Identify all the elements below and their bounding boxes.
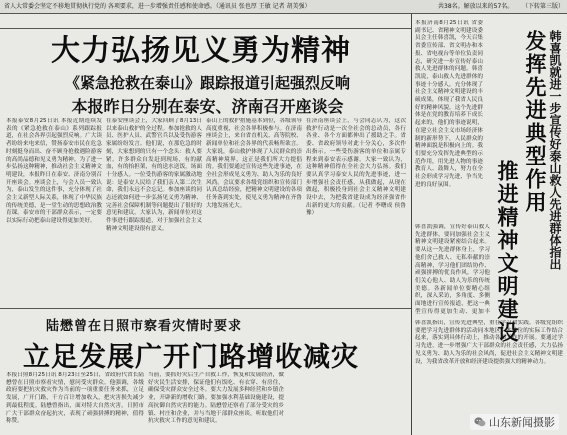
main-article-column-1 xyxy=(6,118,102,306)
main-headline: 大力弘扬见义勇为精神 xyxy=(50,33,351,67)
right-article-headline-2: 推进精神文明建设 xyxy=(495,160,520,344)
section-divider-top xyxy=(0,28,411,29)
second-article-text-1: 本报日照8月25日讯 8月23日至25日，省政府代省长陆懋曾在日照市察看灾情，慰问受灾群众。他强调，各级政府要把抗灾救灾作为当前的一项重要任务来抓，立足发展，广开门路，千方百计增加收入，把灾害损失减少到最低程度。陆懋曾指出，面对特大自然灾害，日照市广大干部群众奋起抗灾，表现了顽强拼搏的精神，值得称赞。 xyxy=(6,372,144,425)
second-article-column-1 xyxy=(6,372,144,434)
watermark xyxy=(470,414,559,430)
right-article-column-1 xyxy=(415,20,483,220)
section-divider-mid xyxy=(0,308,411,309)
main-article-text-2: 在泰安座谈会上，大家回顾了8月13日以来泰山救护的全过程。参加抢救的人员、医护人员、武警官兵以及受伤游客家属纷纷发言。他们说，在那危急的时刻，大家想到的只有一个念头：救人要紧。许多群众自发赶到现场，有的献血，有的抬担架，有的送水送饭，场面十分感人。一位受伤游客的家属激动地说：是泰安人民给了我们亲人第二次生命，我们永远不会忘记。参加座谈的同志还就如何进一步弘扬见义勇为精神、完善社会保障机制等问题提出了很好的意见和建议。大家认为，新闻单位对这件事进行跟踪报道，对于加强社会主义精神文明建设很有意义。 xyxy=(106,118,202,232)
main-article-text-4: 在济南座谈会上，与会同志认为，这次救护行动是一次全社会的总动员，各行各业、各个方面都伸出了援助之手。省委、省政府领导对此十分关心，多次作出指示。一些受伤游客的单位和亲属专程来到泰安表示感谢。大家一致认为，这种精神值得在全社会大力弘扬。我们要认真学习泰安人民的先进事迹，进一步增强社会责任感，从我做起，从现在做起，积极投身到社会主义精神文明建设中去，为把我省建设成为经济强省作出新的更大的贡献。（记者 李曙成 侯鲁豫） xyxy=(306,118,406,217)
right-article-column-3 xyxy=(415,320,563,412)
page-continuation-tag: （下转第三版） xyxy=(522,3,565,10)
right-article-text-2: 韩喜凯强调，宣传好泰山救人先进群体，要同加强社会主义精神文明建设紧密结合起来。要从这一先进群体身上，学习他们舍己救人、无私奉献的崇高精神，学习他们团结协作、顽强拼搏的优良作风，学习他们关心他人、助人为乐的传统美德。各新闻单位要精心组织，深入采访，多角度、多侧面地进行宣传报道，把这一典型宣传得更加生动、更加丰 xyxy=(415,224,490,314)
second-article-headline: 立足发展广开门路增收减灾 xyxy=(23,342,359,373)
top-strip xyxy=(0,0,567,14)
right-article-headline-1: 发挥先进典型作用 xyxy=(523,30,548,214)
right-article-kicker: 韩喜凯就进一步宣传好泰山救人先进群体指出 xyxy=(548,30,562,270)
top-strip-text: 省人大常委会坚定不移地贯彻执行党的 各项要求，进一步增强责任感和使命感。（通讯员 张也厚 王敏 记者 胡美强） xyxy=(4,3,311,10)
main-subheadline-1: 《紧急抢救在泰山》跟踪报道引起强烈反响 xyxy=(64,74,350,92)
second-article-title: 陆懋曾在日照市察看灾情时要求 xyxy=(46,319,243,334)
second-article-column-2 xyxy=(148,372,284,434)
watermark-text: 山东新闻摄影 xyxy=(489,417,555,429)
wechat-logo-icon xyxy=(474,416,486,428)
main-article-text-3: 泰山上的救护措施基本到位，各级领导高度重视，社会各界积极参与。在济南座谈会上，来自省直机关、高等院校、新闻单位和社会各界的代表畅所欲言。大家说，泰山救护体现了人民群众的崇高精神境界，这正是我们所大力提倡的。我们要通过宣传这些先进事迹，在全社会形成见义勇为、助人为乐的良好风尚。会议要求各级党组织和宣传部门认真总结经验，把精神文明建设的各项任务落到实处，使见义勇为精神在齐鲁大地发扬光大。 xyxy=(206,118,302,209)
second-article-text-2: 当前，要抓好灾后生产自救工作，恢复和发展经济，做好灾民生活安排，保证他们有饭吃、有衣穿、有房住，确保受灾群众安全过冬。要大力发展多种经营和乡镇企业，开辟新的增收门路。要加强水利基础设施建设，提高抗御自然灾害的能力。陆懋曾还察看了部分受灾的乡镇、村庄和企业，并与当地干部群众座谈，听取他们对抗灾救灾工作的意见和建议。 xyxy=(148,372,284,425)
right-article-column-2 xyxy=(415,224,490,314)
top-strip-right-text: 共38名。解放以来的57名。 xyxy=(438,3,514,10)
main-article-column-3 xyxy=(206,118,302,306)
right-article-text-3: 韩喜凯指出，宣传先进典型，重在学习和实践。各级党组织要把学习先进群体的活动同本地区、本单位的实际工作结合起来，落实到具体行动上，推动各项工作的开展。要通过学习先进，进一步增强广大干部群众的社会责任感，大力弘扬见义勇为、助人为乐的社会风尚，促进社会主义精神文明建设，为我省改革开放和经济建设提供强大的精神动力。 xyxy=(415,320,563,365)
main-article-text-1: 本报泰安8月25日讯 本报近期连续发表的《紧急抢救在泰山》系列跟踪报道，在社会各界引起强烈反响。广大读者纷纷来电来信，赞扬泰安市民在危急时刻挺身而出、奋不顾身抢救遇险游客的高尚品德和见义勇为精神。为了进一步弘扬这种精神，推动社会主义精神文明建设，本报昨日在泰安、济南分别召开座谈会。座谈会上，与会人员一致认为，泰山发生的这件事，充分体现了社会主义新型人际关系，体现了中华民族的传统美德，是一堂生动的思想政治教育课。泰安市的干部群众表示，一定要以实际行动把泰山建设得更加美好。 xyxy=(6,118,102,225)
column-divider xyxy=(411,14,412,435)
right-article-text-1: 本报济南8月25日讯 省委副书记、省精神文明建设委员会主任韩喜凯，今天召集省委宣传部、省文明办和本报、省电视台等单位负责同志，研究进一步宣传好泰山救人先进群体的问题。韩喜凯说，泰山救人先进群体的事迹十分感人，充分体现了社会主义精神文明建设的丰硕成果，体现了我省人民良好的精神风貌。这个先进群体是在党的教育培养下成长起来的，他们的事迹说明，在建立社会主义市场经济体制的新形势下，人民群众的精神面貌是积极向上的。我们要充分发挥先进典型的示范作用，用先进人物的事迹教育人、鼓舞人，努力在全社会形成学习先进、争当先进的良好氛围。 xyxy=(415,20,483,188)
main-article-column-2 xyxy=(106,118,202,306)
main-article-column-4 xyxy=(306,118,406,306)
main-subheadline-2: 本报昨日分别在泰安、济南召开座谈会 xyxy=(71,97,344,116)
